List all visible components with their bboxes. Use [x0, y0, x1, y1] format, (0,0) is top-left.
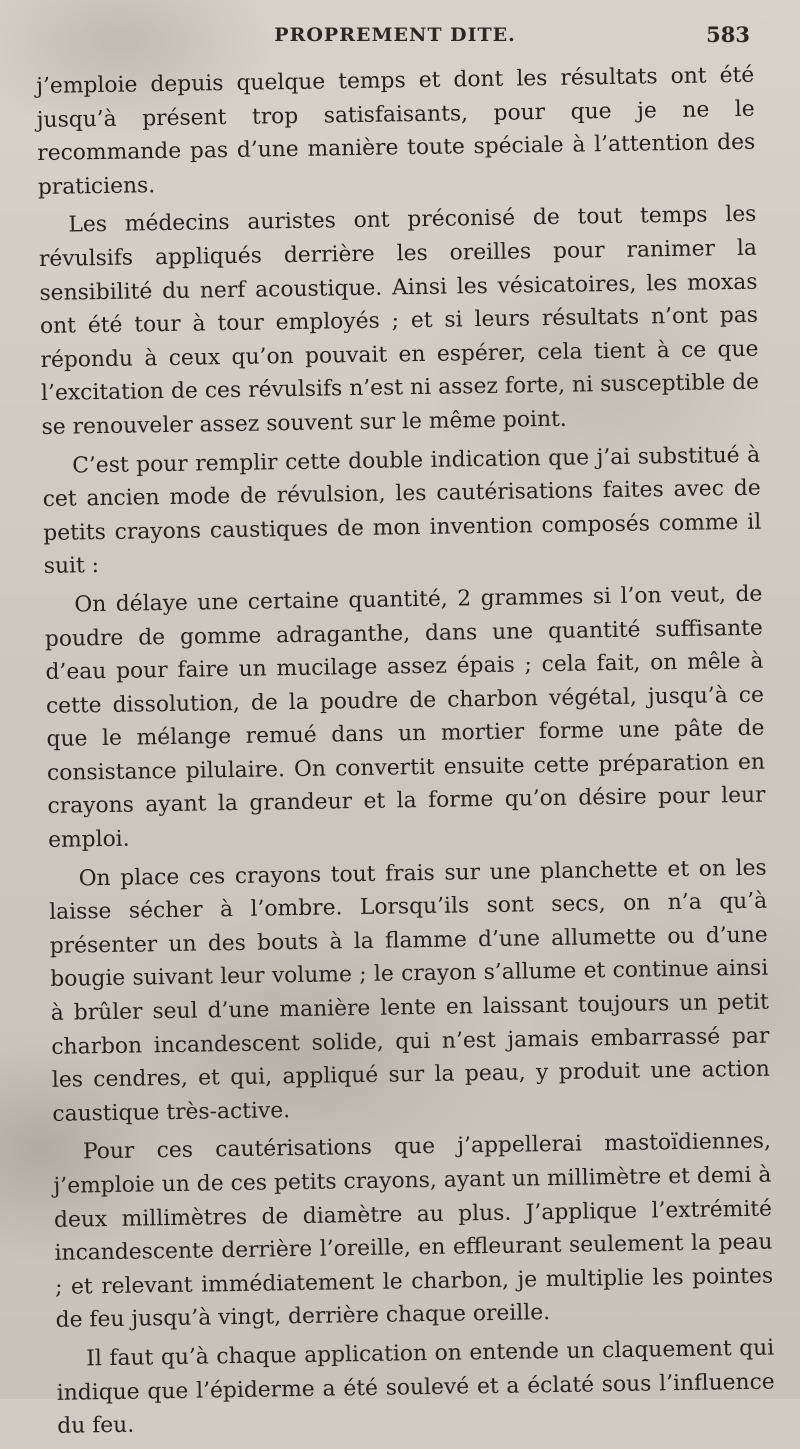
paragraph: Pour ces cautérisations que j’appellerai mastoïdiennes, j’emploie un de ces petits crayons, ayant un millimètre et demi à deux millimètres de diamètre au plus. J’applique l’extrémité incandescente derrière l’oreille, en effleurant seulement la peau ; et relevant immédiatement le charbon, je multiplie les pointes de feu jusqu’à vingt, derrière chaque oreille. — [53, 1128, 774, 1334]
paragraph: j’emploie depuis quelque temps et dont les résultats ont été jusqu’à présent trop satisfaisants, pour que je ne le recommande pas d’une manière toute spéciale à l’attention des praticiens. — [36, 62, 756, 200]
running-title: PROPREMENT DITE. — [274, 24, 516, 46]
paragraph: On délaye une certaine quantité, 2 grammes si l’on veut, de poudre de gomme adraganthe, dans une quantité suffisante d’eau pour faire un mucilage assez épais ; cela fait, on mêle à cette dissolution, de la poudre de charbon végétal, jusqu’à ce que le mélange remué dans un mortier forme une pâte de consistance pilulaire. On convertit ensuite cette préparation en crayons ayant la grandeur et la forme qu’on désire pour leur emploi. — [44, 581, 766, 853]
page-header — [40, 24, 750, 54]
body-text — [36, 59, 776, 1449]
paragraph: Les médecins auristes ont préconisé de tout temps les révulsifs appliqués derrière les oreilles pour ranimer la sensibilité du nerf acoustique. Ainsi les vésicatoires, les moxas ont été tour à tour employés ; et si leurs résultats n’ont pas répondu à ceux qu’on pouvait en espérer, cela tient à ce que l’excitation de ces révulsifs n’est ni assez forte, ni susceptible de se renouveler assez souvent sur le même point. — [38, 202, 760, 440]
paragraph: C’est pour remplir cette double indication que j’ai substitué à cet ancien mode de révulsion, les cautérisations faites avec de petits crayons caustiques de mon invention composés comme il suit : — [42, 442, 762, 580]
page-number: 583 — [706, 22, 750, 47]
paragraph: On place ces crayons tout frais sur une planchette et on les laisse sécher à l’ombre. Lorsqu’ils sont secs, on n’a qu’à présenter un des bouts à la flamme d’une allumette ou d’une bougie suivant leur volume ; le crayon s’allume et continue ainsi à brûler seul d’une manière lente en laissant toujours un petit charbon incandescent solide, qui n’est jamais embarrassé par les cendres, et qui, appliqué sur la peau, y produit une action caustique très-active. — [49, 855, 770, 1127]
paragraph: Il faut qu’à chaque application on entende un claquement qui indique que l’épiderme a été soulevé et a éclaté sous l’influence du feu. — [56, 1335, 775, 1439]
